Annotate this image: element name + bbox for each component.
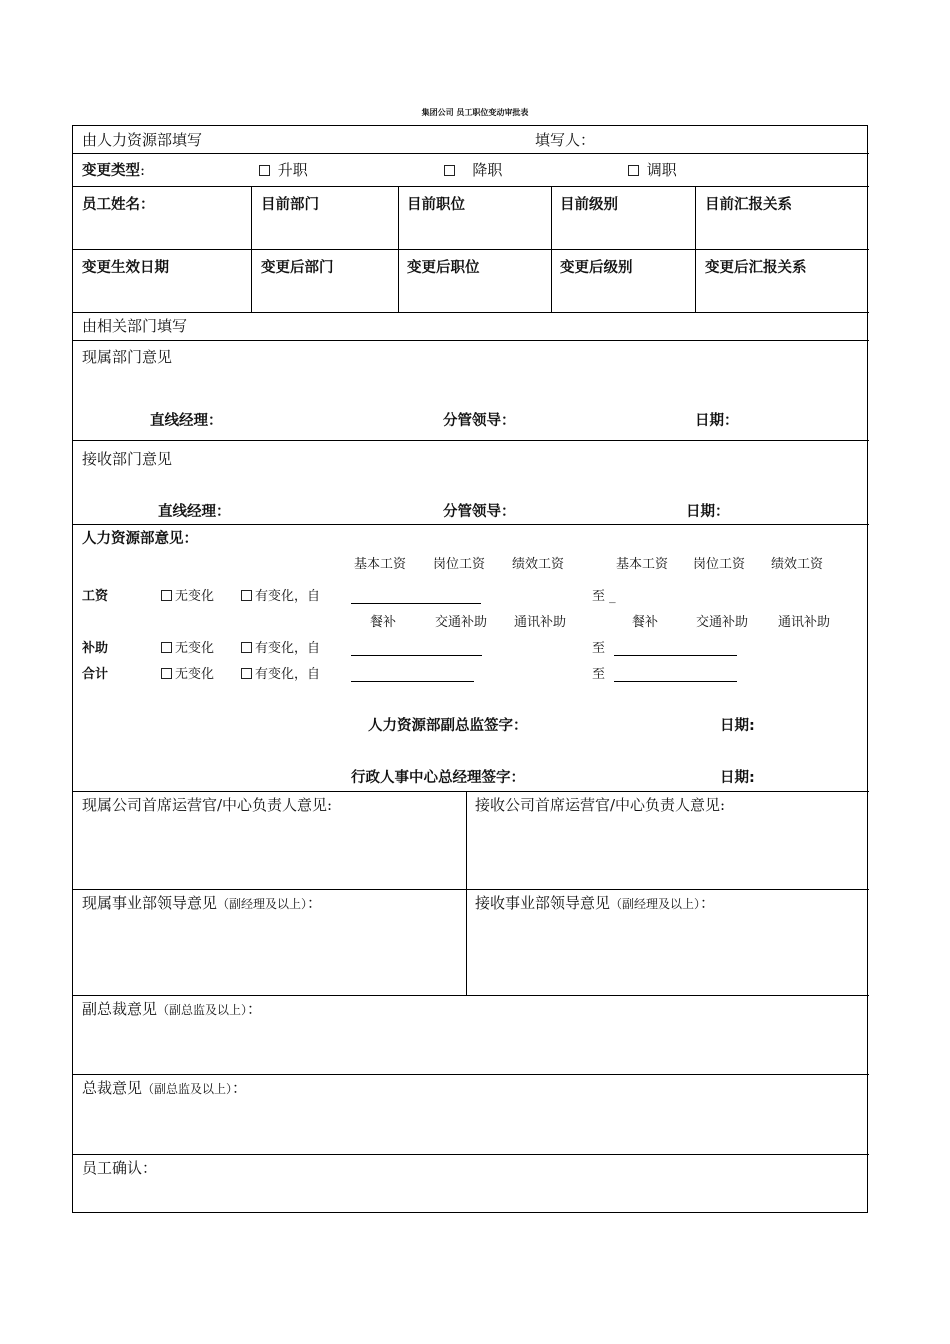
receiving-date-label: 日期：: [686, 504, 730, 520]
salary-no-change-checkbox[interactable]: [161, 590, 172, 601]
vp-colon: ：: [247, 1000, 263, 1018]
option-demotion-label: 降职: [472, 161, 503, 179]
current-line-manager-label: 直线经理：: [150, 413, 223, 429]
vp-label: [82, 1000, 262, 1019]
allowance-comm-to: 通讯补助: [778, 615, 831, 630]
receiving-division-leader-label: 分管领导：: [443, 504, 516, 520]
form-title: 集团公司 员工职位变动审批表: [421, 108, 529, 117]
new-dept-label: 变更后部门: [261, 260, 334, 276]
allowance-no-change-checkbox[interactable]: [161, 642, 172, 653]
allowance-to-line[interactable]: [614, 655, 737, 656]
bu-receiving-note: （副经理及以上）: [610, 897, 701, 911]
current-dept-opinion-label: 现属部门意见: [82, 348, 173, 366]
option-demotion[interactable]: [444, 161, 502, 179]
vp-text: 副总裁意见: [82, 1000, 158, 1018]
hr-deputy-date-label: 日期:: [720, 718, 755, 734]
filler-label: 填写人：: [535, 131, 596, 149]
total-changed[interactable]: [241, 666, 320, 684]
bu-current-label: [82, 894, 322, 913]
salary-to-label: 至 _: [592, 589, 616, 604]
employee-confirm-label: 员工确认：: [82, 1159, 158, 1177]
salary-position-to: 岗位工资: [693, 557, 746, 572]
hr-fill-label: 由人力资源部填写: [82, 131, 203, 149]
current-dept-label: 目前部门: [261, 197, 319, 213]
allowance-no-change[interactable]: [161, 640, 214, 658]
option-promotion[interactable]: [259, 161, 308, 179]
checkbox-transfer[interactable]: [628, 165, 639, 176]
current-date-label: 日期：: [695, 413, 739, 429]
allowance-to-label: 至: [592, 641, 606, 656]
change-type-heading: [82, 161, 145, 180]
total-to-line[interactable]: [614, 681, 737, 682]
president-label: [82, 1079, 247, 1098]
vp-note: （副总监及以上）: [157, 1003, 248, 1017]
current-level-label: 目前级别: [560, 197, 618, 213]
dept-fill-label: 由相关部门填写: [82, 317, 188, 335]
checkbox-promotion[interactable]: [259, 165, 270, 176]
current-position-label: 目前职位: [407, 197, 465, 213]
salary-no-change-label: 无变化: [175, 589, 215, 604]
total-from-line[interactable]: [351, 681, 474, 682]
allowance-comm-from: 通讯补助: [514, 615, 567, 630]
salary-changed-checkbox[interactable]: [241, 590, 252, 601]
allowance-transport-to: 交通补助: [696, 615, 749, 630]
checkbox-demotion[interactable]: [444, 165, 455, 176]
salary-basic-to: 基本工资: [616, 557, 669, 572]
effective-date-label: 变更生效日期: [82, 260, 169, 276]
salary-performance-to: 绩效工资: [771, 557, 824, 572]
bu-receiving-text: 接收事业部领导意见: [475, 894, 611, 912]
allowance-from-line[interactable]: [351, 655, 482, 656]
option-transfer-label: 调职: [646, 161, 677, 179]
total-no-change[interactable]: [161, 666, 214, 684]
allowance-transport-from: 交通补助: [435, 615, 488, 630]
allowance-changed-checkbox[interactable]: [241, 642, 252, 653]
new-level-label: 变更后级别: [560, 260, 633, 276]
receiving-line-manager-label: 直线经理：: [158, 504, 231, 520]
total-row-label: 合计: [82, 667, 109, 682]
salary-from-line[interactable]: [351, 603, 481, 604]
new-report-label: 变更后汇报关系: [705, 260, 807, 276]
bu-receiving-colon: ：: [700, 894, 716, 912]
total-changed-label: 有变化，自: [255, 667, 321, 682]
salary-performance-from: 绩效工资: [512, 557, 565, 572]
hr-deputy-sign-label: 人力资源部副总监签字：: [368, 718, 528, 734]
option-transfer[interactable]: [628, 161, 677, 179]
allowance-no-change-label: 无变化: [175, 641, 215, 656]
change-type-colon: :: [140, 161, 146, 179]
new-position-label: 变更后职位: [407, 260, 480, 276]
ceo-receiving-label: 接收公司首席运营官/中心负责人意见:: [475, 796, 726, 814]
hr-opinion-label: 人力资源部意见：: [82, 531, 198, 547]
allowance-meal-to: 餐补: [632, 615, 659, 630]
allowance-changed-label: 有变化，自: [255, 641, 321, 656]
bu-current-text: 现属事业部领导意见: [82, 894, 218, 912]
allowance-row-label: 补助: [82, 641, 109, 656]
salary-position-from: 岗位工资: [433, 557, 486, 572]
approval-form: [72, 125, 868, 1213]
total-no-change-checkbox[interactable]: [161, 668, 172, 679]
change-type-label: 变更类型: [82, 163, 140, 179]
ceo-current-label: 现属公司首席运营官/中心负责人意见:: [82, 796, 333, 814]
option-promotion-label: 升职: [277, 161, 308, 179]
president-note: （副总监及以上）: [142, 1082, 233, 1096]
total-no-change-label: 无变化: [175, 667, 215, 682]
salary-changed-label: 有变化，自: [255, 589, 321, 604]
president-colon: ：: [232, 1079, 248, 1097]
admin-gm-sign-label: 行政人事中心总经理签字：: [351, 770, 525, 786]
salary-changed[interactable]: [241, 588, 320, 606]
admin-gm-date-label: 日期:: [720, 770, 755, 786]
total-to-label: 至: [592, 667, 606, 682]
salary-no-change[interactable]: [161, 588, 214, 606]
bu-current-note: （副经理及以上）: [217, 897, 308, 911]
total-changed-checkbox[interactable]: [241, 668, 252, 679]
allowance-changed[interactable]: [241, 640, 320, 658]
salary-basic-from: 基本工资: [354, 557, 407, 572]
salary-row-label: 工资: [82, 589, 109, 604]
receiving-dept-opinion-label: 接收部门意见: [82, 450, 173, 468]
current-division-leader-label: 分管领导：: [443, 413, 516, 429]
president-text: 总裁意见: [82, 1079, 143, 1097]
bu-receiving-label: [475, 894, 715, 913]
current-report-label: 目前汇报关系: [705, 197, 792, 213]
employee-name-label: 员工姓名：: [82, 197, 155, 213]
bu-current-colon: ：: [307, 894, 323, 912]
allowance-meal-from: 餐补: [370, 615, 397, 630]
